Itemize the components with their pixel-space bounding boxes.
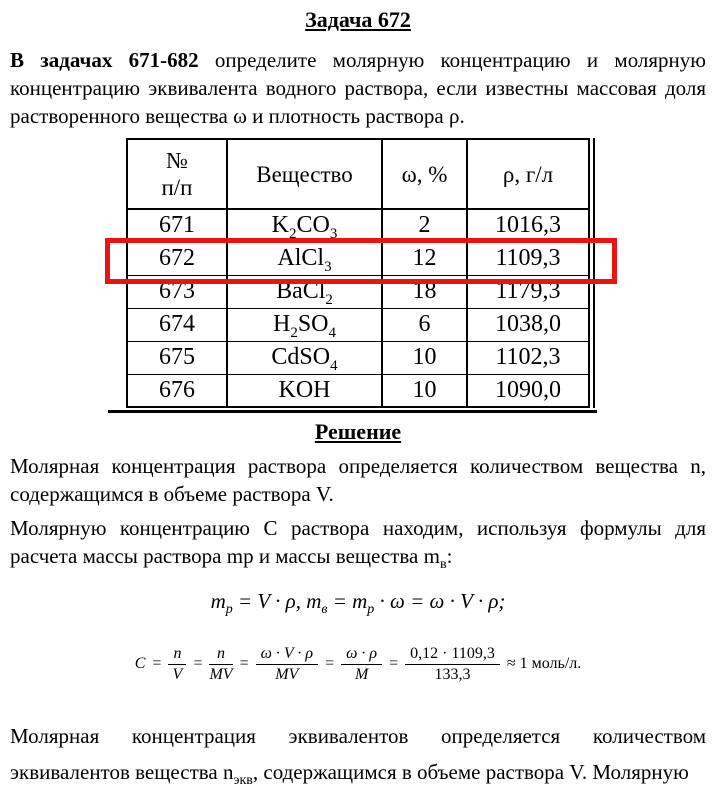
fraction-n-MV: $\frac{n}{MV}$	[209, 644, 233, 683]
table-body	[127, 209, 589, 407]
intro-bold-lead: В задачах 671-682	[10, 48, 199, 72]
fraction-wVr-MV: $\frac{\omega \cdot V \cdot \rho}{MV}$	[256, 645, 318, 684]
cell-substance: KOH	[227, 374, 382, 407]
cell-omega: 6	[382, 308, 467, 341]
equals-sign: =	[389, 655, 399, 673]
cell-omega: 2	[382, 209, 467, 242]
cell-num: 673	[127, 275, 227, 308]
cell-rho: 1109,3	[467, 242, 589, 275]
concentration-formula	[10, 634, 706, 694]
equals-sign: =	[325, 655, 335, 673]
mass-subscript: в	[439, 557, 447, 573]
solution-paragraph-3-cont: , содержащимся в объеме раствора V. Молярную	[252, 760, 689, 785]
formula-lhs: C	[134, 655, 146, 673]
equivalents-subscript: экв	[233, 773, 253, 789]
cell-omega: 10	[382, 341, 467, 374]
table-header	[127, 139, 589, 209]
col-header-num	[127, 139, 227, 209]
cell-substance: $H_2SO_4$	[227, 308, 382, 341]
table-row	[127, 308, 589, 341]
cell-num: 672	[127, 242, 227, 275]
cell-rho: 1102,3	[467, 341, 589, 374]
solution-paragraph-2-colon: :	[446, 544, 453, 568]
cell-rho: 1038,0	[467, 308, 589, 341]
col-header-num-line1: №	[166, 148, 188, 173]
col-header-substance: Вещество	[227, 139, 382, 209]
formula-result: ≈ 1 моль/л.	[506, 655, 582, 673]
cell-rho: 1016,3	[467, 209, 589, 242]
fraction-n-V: $\frac{n}{V}$	[168, 645, 186, 684]
cell-substance: CdSO$_4$	[227, 341, 382, 374]
intro-rest: определите молярную концентрацию и молярную концентрацию эквивалента водного раствора, если известны массовая доля растворенного вещества ω и плотность раствора ρ.	[10, 48, 706, 128]
col-header-num-line2: п/п	[161, 175, 193, 200]
fraction-numeric: $\frac{0,12 \cdot 1109,3}{133,3}$	[405, 645, 500, 684]
data-table	[126, 138, 590, 408]
cell-rho: 1179,3	[467, 275, 589, 308]
cell-num: 671	[127, 209, 227, 242]
table-row	[127, 275, 589, 308]
solution-heading: Решение	[314, 419, 402, 444]
table-row	[127, 341, 589, 374]
cell-rho: 1090,0	[467, 374, 589, 407]
col-header-omega: ω, %	[382, 139, 467, 209]
table-header-row	[127, 139, 589, 209]
mass-formula: $m_p = V \cdot \rho$, $m_в = m_p \cdot \omega = \omega \cdot V \cdot \rho$;	[210, 589, 506, 618]
cell-num: 676	[127, 374, 227, 407]
table-row-highlighted	[127, 242, 589, 275]
equals-sign: =	[239, 655, 249, 673]
cell-num: 674	[127, 308, 227, 341]
fraction-wr-M: $\frac{\omega \cdot \rho}{M}$	[341, 645, 382, 684]
equals-sign: =	[152, 655, 162, 673]
cell-substance: $K_2CO_3$	[227, 209, 382, 242]
solution-paragraph-1: Молярная концентрация раствора определяется количеством вещества n, содержащимся в объеме раствора V.	[10, 454, 706, 506]
equals-sign: =	[193, 655, 203, 673]
solution-paragraph-3-text: Молярная концентрация эквивалентов определяется количеством эквивалентов вещества n	[10, 724, 706, 785]
table-row	[127, 374, 589, 407]
page-title: Задача 672	[305, 7, 411, 32]
cell-omega: 18	[382, 275, 467, 308]
cell-substance: BaCl$_2$	[227, 275, 382, 308]
cell-omega: 10	[382, 374, 467, 407]
solution-paragraph-3	[10, 718, 706, 799]
data-table-wrapper	[126, 138, 590, 408]
cell-substance: AlCl$_3$	[227, 242, 382, 275]
table-outer-right-rule	[593, 138, 595, 408]
table-row	[127, 209, 589, 242]
table-outer-bottom-rule	[108, 410, 597, 413]
intro-paragraph	[10, 46, 706, 130]
cell-omega: 12	[382, 242, 467, 275]
solution-paragraph-2	[10, 514, 706, 579]
solution-paragraph-2-text: Молярную концентрацию С раствора находим, используя формулы для расчета массы раствора mр и массы вещества m	[10, 516, 706, 568]
col-header-rho: ρ, г/л	[467, 139, 589, 209]
cell-num: 675	[127, 341, 227, 374]
